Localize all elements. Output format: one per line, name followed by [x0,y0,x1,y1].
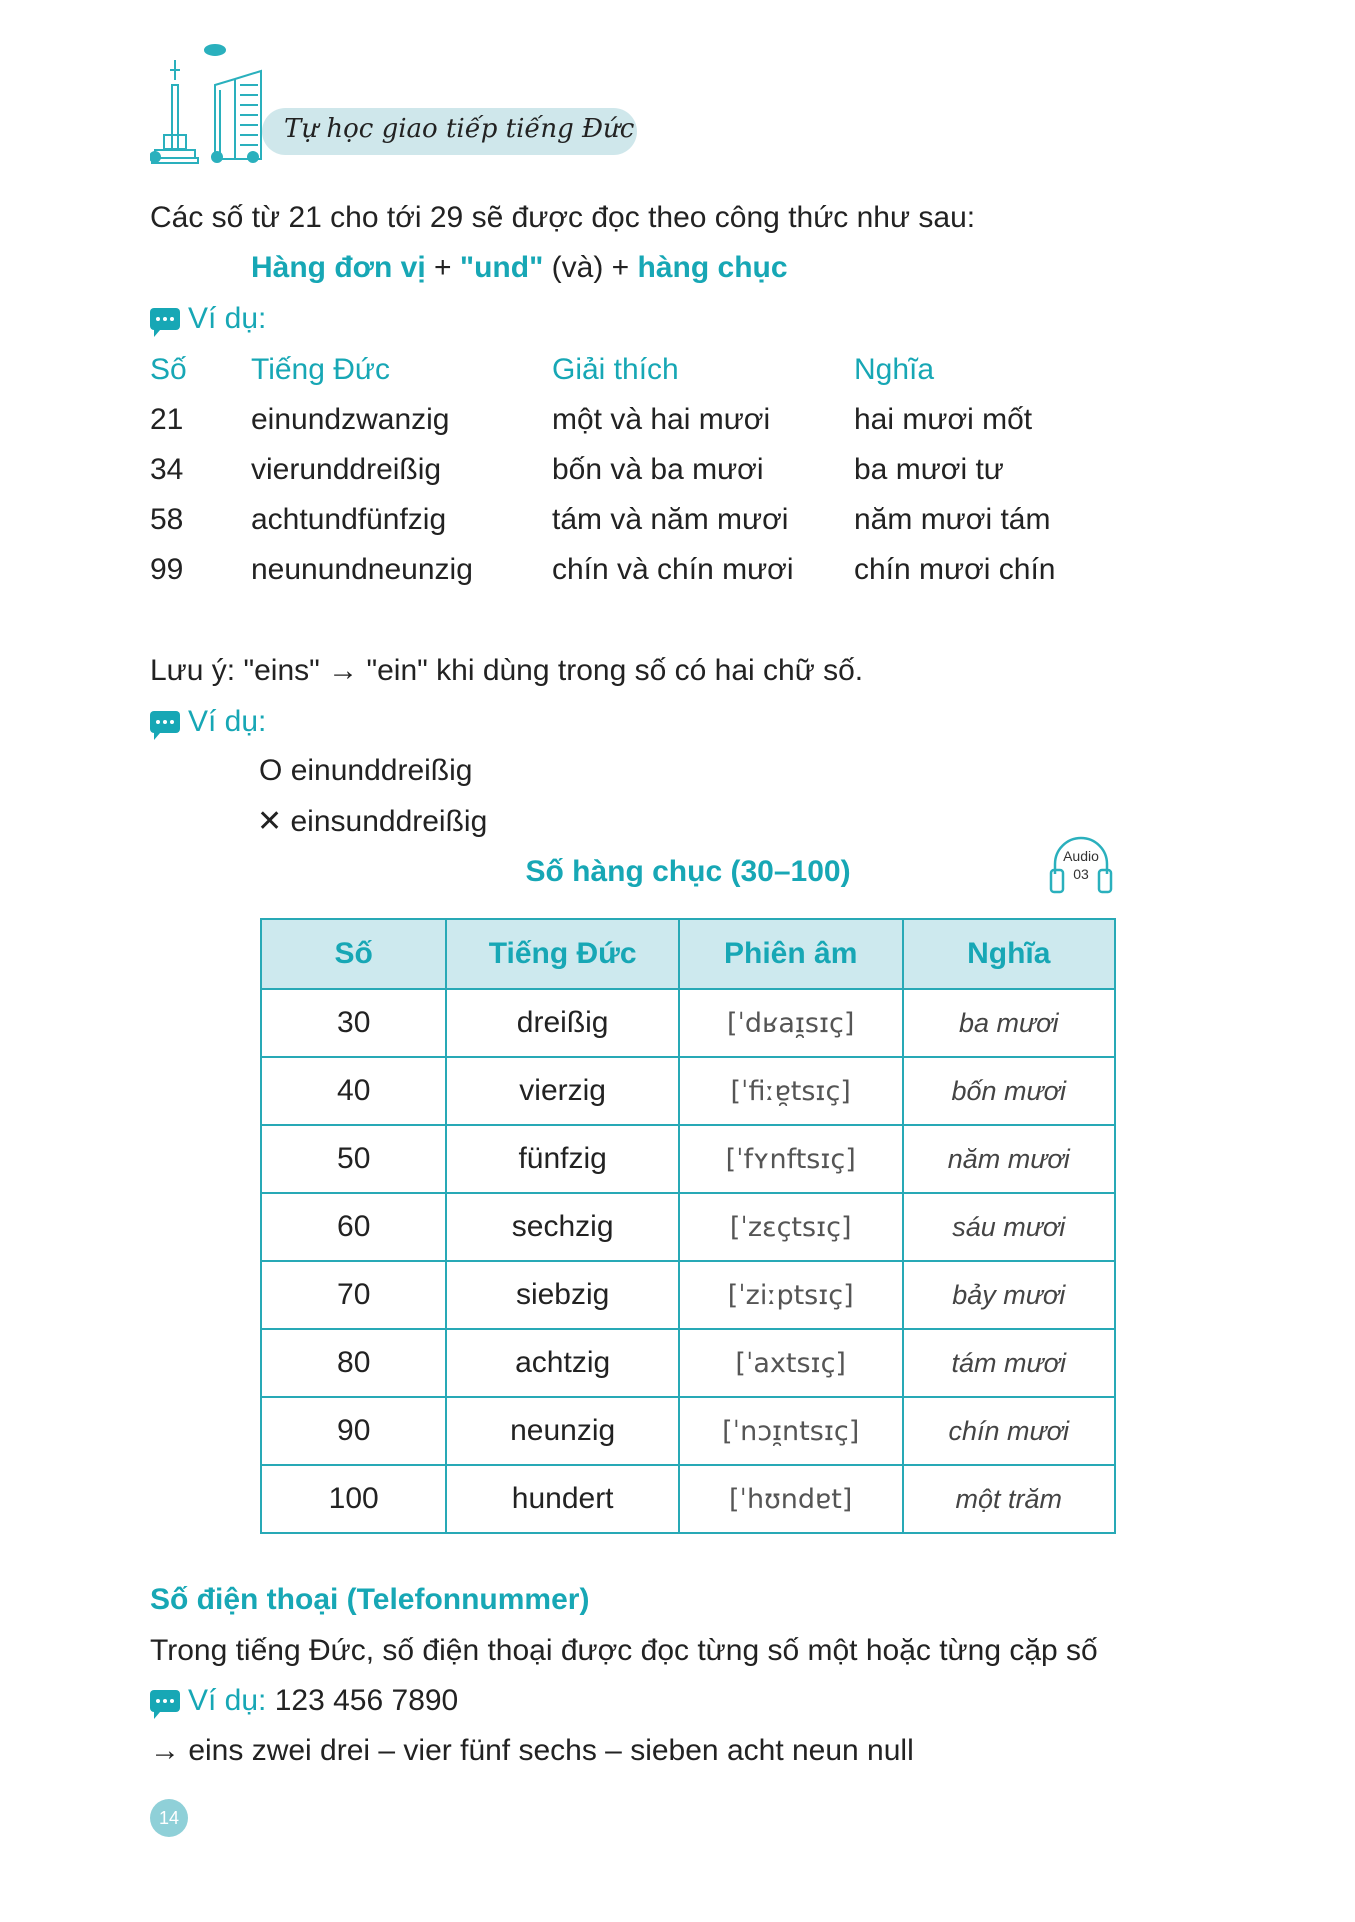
cell-phonetic: [ˈziːptsɪç] [679,1261,903,1329]
page-number: 14 [150,1799,188,1837]
example-label-2 [150,702,266,742]
berlin-skyline-icon [150,40,268,168]
example-explanation: tám và năm mươi [552,503,789,536]
example-meaning: chín mươi chín [854,553,1056,586]
cell-german: dreißig [446,989,678,1057]
table-row [261,1193,1115,1261]
table-row [261,1057,1115,1125]
note-text: Lưu ý: "eins" → "ein" khi dùng trong số có hai chữ số. [150,654,864,687]
cell-phonetic: [ˈnɔɪ̯ntsɪç] [679,1397,903,1465]
example-label-1 [150,299,266,339]
column-header-meaning: Nghĩa [903,919,1116,989]
table-row [261,1329,1115,1397]
cell-german: hundert [446,1465,678,1533]
cell-meaning: bảy mươi [903,1261,1116,1329]
intro-text: Các số từ 21 cho tới 29 sẽ được đọc theo công thức như sau: [150,201,976,234]
example-german: einundzwanzig [251,403,450,436]
cell-phonetic: [ˈfʏnftsɪç] [679,1125,903,1193]
cell-meaning: sáu mươi [903,1193,1116,1261]
cell-phonetic: [ˈfiːɐ̯tsɪç] [679,1057,903,1125]
example-german: achtundfünfzig [251,503,447,536]
example-number: 21 [150,403,184,436]
cell-number: 30 [261,989,446,1057]
header-title: Tự học giao tiếp tiếng Đức [284,114,635,144]
formula-units: Hàng đơn vị [251,251,426,284]
cell-german: siebzig [446,1261,678,1329]
phone-heading: Số điện thoại (Telefonnummer) [150,1583,590,1616]
chat-bubble-icon [150,1690,180,1712]
example-number: 34 [150,453,184,486]
formula-und: "und" [459,251,544,284]
cell-meaning: ba mươi [903,989,1116,1057]
table-row [261,1261,1115,1329]
phone-example [150,1681,458,1721]
formula-plus: + [425,251,460,284]
example-number: 99 [150,553,184,586]
table-row [261,1125,1115,1193]
table-row [261,1465,1115,1533]
examples-header-meaning: Nghĩa [854,353,935,386]
chat-bubble-icon [150,308,180,330]
cell-meaning: tám mươi [903,1329,1116,1397]
cell-number: 70 [261,1261,446,1329]
example-meaning: năm mươi tám [854,503,1051,536]
phone-reading: → eins zwei drei – vier fünf sechs – sieben acht neun null [150,1734,914,1767]
example-explanation: chín và chín mươi [552,553,794,586]
audio-number: 03 [1073,866,1089,882]
cell-number: 50 [261,1125,446,1193]
header-title-pill [262,108,637,155]
cell-phonetic: [ˈhʊndɐt] [679,1465,903,1533]
example-explanation: một và hai mươi [552,403,771,436]
phone-example-value: 123 456 7890 [266,1684,459,1717]
cell-meaning: bốn mươi [903,1057,1116,1125]
column-header-number: Số [261,919,446,989]
chat-bubble-icon [150,711,180,733]
audio-label: Audio [1063,848,1099,864]
audio-headphones-icon[interactable] [1047,832,1115,894]
table-header-row [261,919,1115,989]
phone-text: Trong tiếng Đức, số điện thoại được đọc từng số một hoặc từng cặp số [150,1634,1098,1667]
cell-meaning: năm mươi [903,1125,1116,1193]
correct-mark-icon: O [259,754,283,787]
formula [251,248,788,288]
formula-tens: hàng chục [637,251,788,284]
examples-header-explanation: Giải thích [552,353,679,386]
example-explanation: bốn và ba mươi [552,453,764,486]
example-number: 58 [150,503,184,536]
example-meaning: hai mươi mốt [854,403,1033,436]
example-label-text: Ví dụ: [188,302,267,335]
cell-meaning: chín mươi [903,1397,1116,1465]
cell-phonetic: [ˈaxtsɪç] [679,1329,903,1397]
cell-german: achtzig [446,1329,678,1397]
correct-example-text: einunddreißig [290,754,473,787]
table-title: Số hàng chục (30–100) [525,855,851,888]
example-german: neunundneunzig [251,553,473,586]
column-header-phonetic: Phiên âm [679,919,903,989]
example-meaning: ba mươi tư [854,453,1004,486]
wrong-example [257,802,487,842]
wrong-mark-icon: ✕ [257,805,283,838]
wrong-example-text: einsunddreißig [290,805,488,838]
cell-number: 90 [261,1397,446,1465]
cell-german: fünfzig [446,1125,678,1193]
example-label-text: Ví dụ: [188,705,267,738]
formula-and: (và) + [543,251,638,284]
column-header-german: Tiếng Đức [446,919,678,989]
cell-number: 100 [261,1465,446,1533]
cell-german: sechzig [446,1193,678,1261]
cell-number: 40 [261,1057,446,1125]
example-label-text: Ví dụ: [188,1684,267,1717]
tens-table [260,918,1116,1534]
cell-phonetic: [ˈdʁaɪ̯sɪç] [679,989,903,1057]
cell-german: vierzig [446,1057,678,1125]
examples-header-german: Tiếng Đức [251,353,391,386]
table-row [261,989,1115,1057]
example-german: vierunddreißig [251,453,442,486]
cell-number: 60 [261,1193,446,1261]
cell-meaning: một trăm [903,1465,1116,1533]
correct-example [259,751,472,791]
cell-german: neunzig [446,1397,678,1465]
cell-phonetic: [ˈzɛçtsɪç] [679,1193,903,1261]
table-row [261,1397,1115,1465]
cell-number: 80 [261,1329,446,1397]
examples-header-number: Số [150,353,187,386]
